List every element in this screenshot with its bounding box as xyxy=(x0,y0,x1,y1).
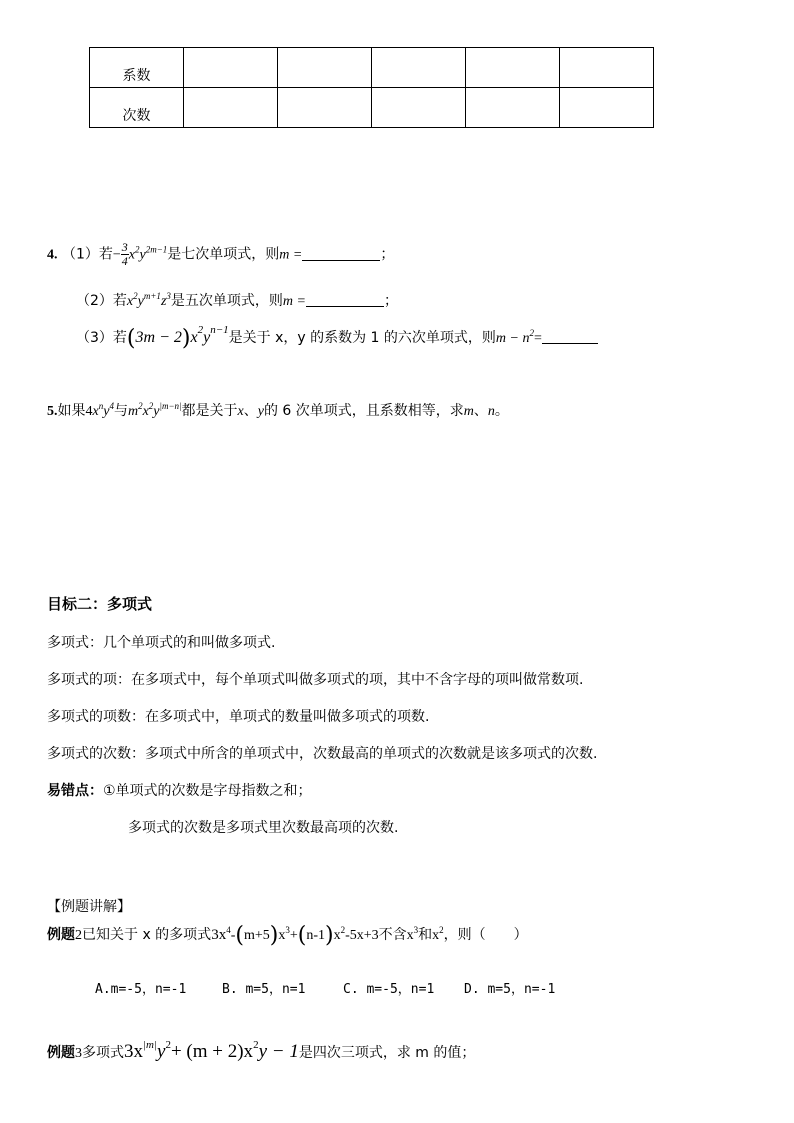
punctuation: 。 xyxy=(494,403,509,419)
question-4-part-1 xyxy=(47,241,394,268)
minus-sign: − xyxy=(112,247,121,263)
table-cell[interactable] xyxy=(184,88,278,128)
example-label: 例题 xyxy=(47,927,75,943)
var-y: y xyxy=(203,329,211,346)
right-paren: ) xyxy=(181,326,191,351)
exponent: 2 xyxy=(135,244,140,255)
table-cell[interactable] xyxy=(184,48,278,88)
table-cell[interactable] xyxy=(278,48,372,88)
left-paren: ( xyxy=(235,923,244,948)
math-expression: m+5 xyxy=(243,928,270,943)
exponent: m+1 xyxy=(143,291,161,301)
var-x: x xyxy=(126,294,134,309)
option-c[interactable]: C. m=-5，n=1 xyxy=(343,982,435,997)
table-cell[interactable] xyxy=(560,88,654,128)
part-label: （2）若 xyxy=(76,293,127,309)
table-row xyxy=(90,48,654,88)
equals-sign: = xyxy=(533,331,542,346)
question-number: 5. xyxy=(47,404,58,419)
pitfall-label: 易错点： xyxy=(47,783,103,799)
var-x: x xyxy=(92,404,99,419)
question-text: 是关于 x，y 的系数为 1 的六次单项式，则 xyxy=(228,330,496,346)
pitfall-line-2: 多项式的次数是多项式里次数最高项的次数. xyxy=(128,820,399,836)
question-text: 都是关于 xyxy=(181,403,238,419)
exponent: 2 xyxy=(340,925,346,935)
math-expression: + (m + 2)x xyxy=(170,1041,254,1062)
part-label: （3）若 xyxy=(76,330,127,346)
var-x: x xyxy=(278,928,286,943)
fraction xyxy=(121,241,129,268)
var-x: x xyxy=(142,404,149,419)
pitfall-text: ①单项式的次数是字母指数之和； xyxy=(103,783,312,799)
answer-blank[interactable] xyxy=(542,329,598,344)
left-paren: ( xyxy=(297,923,307,948)
punctuation: ； xyxy=(380,246,395,263)
var-m: m xyxy=(463,404,474,419)
coefficient-degree-table xyxy=(89,47,654,128)
plus-sign: + xyxy=(289,928,298,943)
left-paren: ( xyxy=(126,326,136,351)
example-text: 多项式 xyxy=(82,1045,124,1061)
var-x: x xyxy=(406,928,414,943)
definition-polynomial: 多项式：几个单项式的和叫做多项式. xyxy=(47,635,276,651)
right-paren: ) xyxy=(269,923,279,948)
var-x: x xyxy=(190,329,198,346)
example-number: 2 xyxy=(75,928,82,943)
table-row xyxy=(90,88,654,128)
option-b[interactable]: B. m=5，n=1 xyxy=(222,982,306,997)
option-a[interactable]: A.m=-5，n=-1 xyxy=(95,982,187,997)
var-y: y xyxy=(137,294,144,309)
part-label: （1）若 xyxy=(61,246,113,263)
math-expression: 3x xyxy=(124,1041,143,1062)
exponent: 2 xyxy=(529,328,534,338)
var-m: m xyxy=(127,404,139,419)
question-text: 是七次单项式，则 xyxy=(167,246,280,263)
table-row-label-coefficient: 系数 xyxy=(90,48,184,88)
coefficient: 4 xyxy=(85,404,93,419)
question-4-part-2 xyxy=(76,290,398,310)
exponent: 3 xyxy=(413,925,419,935)
exponent: n xyxy=(98,401,104,411)
exponent: 2 xyxy=(197,324,204,336)
exponent: 2 xyxy=(253,1039,259,1051)
definition-terms: 多项式的项：在多项式中，每个单项式叫做多项式的项，其中不含字母的项叫做常数项. xyxy=(47,672,584,688)
var-y: y xyxy=(153,404,160,419)
exponent: 4 xyxy=(109,401,114,411)
example-number: 3 xyxy=(75,1046,82,1061)
exponent: 3 xyxy=(285,925,290,935)
definition-term-count: 多项式的项数：在多项式中，单项式的数量叫做多项式的项数. xyxy=(47,709,430,725)
table-cell[interactable] xyxy=(278,88,372,128)
example-label: 例题 xyxy=(47,1045,75,1061)
math-expression: m = xyxy=(279,247,303,263)
exponent: 4 xyxy=(226,925,231,935)
example-text: ，则（ ） xyxy=(443,927,528,943)
section-title: 目标二：多项式 xyxy=(47,595,153,613)
table-row-label-degree: 次数 xyxy=(90,88,184,128)
answer-blank[interactable] xyxy=(306,292,384,307)
punctuation: 、 xyxy=(473,403,488,419)
var-x: x xyxy=(237,404,244,419)
answer-blank[interactable] xyxy=(302,246,380,261)
example-2 xyxy=(47,923,528,948)
exponent: n−1 xyxy=(210,324,229,336)
fraction-denominator: 4 xyxy=(121,254,128,268)
math-expression: m = xyxy=(282,294,306,309)
table-cell[interactable] xyxy=(560,48,654,88)
math-expression: y − 1 xyxy=(258,1041,299,1062)
exponent: 2 xyxy=(133,291,138,301)
exponent: |m| xyxy=(143,1039,157,1051)
example-text: 和 xyxy=(418,927,433,943)
example-text: 是四次三项式，求 m 的值； xyxy=(298,1045,476,1061)
exponent: 3 xyxy=(166,291,171,301)
exponent: 2 xyxy=(138,401,143,411)
question-5 xyxy=(47,400,509,420)
question-text: 的 6 次单项式，且系数相等，求 xyxy=(263,403,464,419)
exponent: 2 xyxy=(439,925,444,935)
question-text: 与 xyxy=(113,403,128,419)
question-text: 如果 xyxy=(57,403,86,419)
var-z: z xyxy=(160,294,167,309)
var-x: x xyxy=(128,247,135,263)
example-text: 不含 xyxy=(378,927,407,943)
punctuation: ； xyxy=(383,293,398,309)
math-expression: n-1 xyxy=(306,928,326,943)
math-expression: m − n xyxy=(495,331,530,346)
var-x: x xyxy=(432,928,440,943)
definition-degree: 多项式的次数：多项式中所含的单项式中，次数最高的单项式的次数就是该多项式的次数. xyxy=(47,746,598,762)
exponent: 2 xyxy=(165,1039,171,1051)
math-expression: -5x+3 xyxy=(345,928,379,943)
pitfall-line-1 xyxy=(47,780,312,800)
var-y: y xyxy=(257,404,264,419)
table-cell[interactable] xyxy=(466,48,560,88)
examples-header: 【例题讲解】 xyxy=(47,899,131,915)
question-number: 4. xyxy=(47,247,58,263)
var-n: n xyxy=(487,404,495,419)
var-y: y xyxy=(139,247,146,263)
exponent: 2m−1 xyxy=(145,244,168,255)
right-paren: ) xyxy=(325,923,334,948)
fraction-numerator: 3 xyxy=(121,240,128,254)
table-cell[interactable] xyxy=(466,88,560,128)
table-cell[interactable] xyxy=(372,48,466,88)
exponent: |m−n| xyxy=(159,401,182,411)
math-expression: 3x xyxy=(211,927,227,943)
minus-sign: - xyxy=(230,928,236,943)
option-d[interactable]: D. m=5，n=-1 xyxy=(464,982,556,997)
example-text: 已知关于 x 的多项式 xyxy=(82,927,212,943)
example-3 xyxy=(47,1041,475,1063)
table-cell[interactable] xyxy=(372,88,466,128)
question-4-part-3 xyxy=(76,324,598,351)
math-expression: 3m − 2 xyxy=(135,329,182,346)
var-y: y xyxy=(103,404,110,419)
question-text: 是五次单项式，则 xyxy=(170,293,283,309)
punctuation: 、 xyxy=(243,403,258,419)
var-y: y xyxy=(157,1041,166,1062)
var-x: x xyxy=(333,928,341,943)
exponent: 2 xyxy=(148,401,154,411)
